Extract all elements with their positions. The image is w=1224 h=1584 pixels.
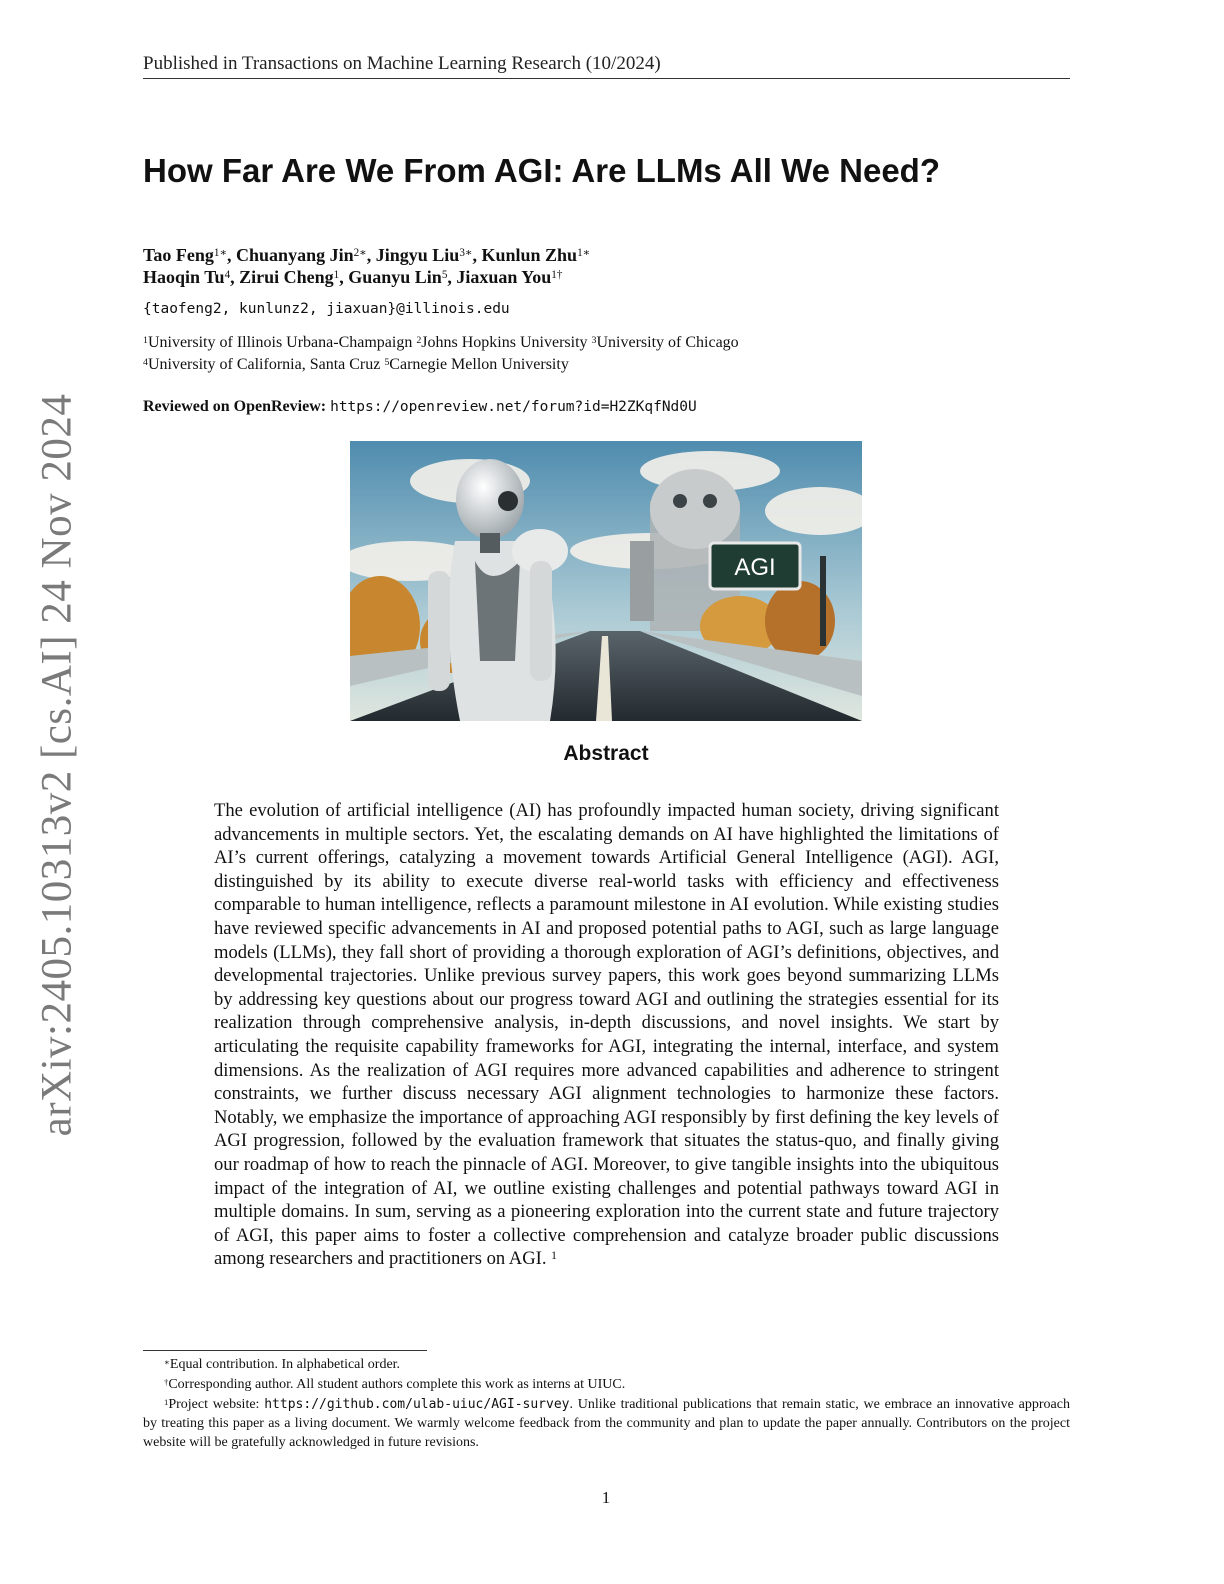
author-name: Haoqin Tu [143,267,225,287]
footnote-project-website [143,1395,1070,1452]
authors-line-1: Tao Feng$^{1∗}$, Chuanyang Jin$^{2∗}$, Jingyu Liu$^{3∗}$, Kunlun Zhu$^{1∗}$ [143,245,591,265]
author-name: Jiaxuan You [456,267,552,287]
author-name: Kunlun Zhu [481,245,578,265]
author-marker: 1† [551,269,563,281]
page-number: 1 [601,1488,611,1507]
author-name: Jingyu Liu [375,245,460,265]
footnote-text: . Unlike traditional publications that remain static, we embrace an innovative approach by treating this paper as a living document. We warmly welcome feedback from the community and plan to update the paper annually. Contributors on the project website will be gratefully acknowledged in future revisions. [143,1397,1070,1450]
affiliation-marker: 4 [143,357,148,368]
footnote-lead: Project website: [168,1397,265,1412]
footnote-equal-contribution [164,1355,400,1374]
footnote-rule [143,1350,427,1351]
agi-sign-text: AGI [734,554,776,581]
arxiv-stamp: arXiv:2405.10313v2 [cs.AI] 24 Nov 2024 [33,393,81,1137]
running-header: Published in Transactions on Machine Learning Research (10/2024) [143,52,1070,79]
affiliation-name: University of Chicago [596,334,739,351]
abstract-text: The evolution of artificial intelligence (AI) has profoundly impacted human society, driving significant advancements in multiple sectors. Yet, the escalating demands on AI have highlighted the limitations of AI’s current offerings, catalyzing a movement towards Artificial General Intelligence (AGI). AGI, distinguished by its ability to execute diverse real-world tasks with efficiency and effectiveness comparable to human intelligence, reflects a paramount milestone in AI evolution. While existing studies have reviewed specific advancements in AI and proposed potential paths to AGI, such as large language models (LLMs), they fall short of providing a thorough exploration of AGI’s definitions, objectives, and developmental trajectories. Unlike previous survey papers, this work goes beyond summarizing LLMs by addressing key questions about our progress toward AGI and outlining the strategies essential for its realization through comprehensive analysis, in-depth discussions, and novel insights. We start by articulating the requisite capability frameworks for AGI, integrating the internal, interface, and system dimensions. As the realization of AGI requires more advanced capabilities and adherence to stringent constraints, we further discuss necessary AGI alignment technologies to harmonize these factors. Notably, we emphasize the importance of approaching AGI responsibly by first defining the key levels of AGI progression, followed by the evaluation framework that situates the status-quo, and finally giving our roadmap of how to reach the pinnacle of AGI. Moreover, to give tangible insights into the ubiquitous impact of the integration of AI, we outline existing challenges and potential pathways toward AGI in multiple domains. In sum, serving as a pioneering exploration into the current state and future trajectory of AGI, this paper aims to foster a collective comprehension and catalyze broader public discussions among researchers and practitioners on AGI. [214,800,999,1270]
author-marker: 1 [333,269,340,281]
affiliation-marker: 3 [591,335,597,346]
affiliation-name: University of California, Santa Cruz [147,356,381,373]
author-name: Zirui Cheng [239,267,334,287]
affiliation-marker: 1 [143,335,148,346]
robot-highway-illustration [350,441,862,721]
affiliations-line-1 [143,333,739,353]
openreview-label: Reviewed on OpenReview: [143,398,327,415]
footnote-text: Equal contribution. In alphabetical order. [169,1357,401,1372]
affiliation-marker: 5 [384,357,390,368]
author-name: Chuanyang Jin [236,245,354,265]
authors-line-2: Haoqin Tu$^4$, Zirui Cheng$^1$, Guanyu Lin$^5$, Jiaxuan You$^{1\dagger}$ [143,267,563,287]
affiliation-name: Johns Hopkins University [421,334,588,351]
author-marker: 1∗ [577,247,591,259]
author-marker: 3∗ [459,247,473,259]
affiliations-line-2 [143,355,569,375]
footnote-marker: ∗ [164,1357,170,1367]
abstract-footnote-ref[interactable]: 1 [551,1250,557,1263]
footnote-text: Corresponding author. All student authors complete this work as interns at UIUC. [168,1377,626,1392]
affiliation-name: Carnegie Mellon University [389,356,569,373]
author-name: Guanyu Lin [348,267,442,287]
author-name: Tao Feng [143,245,214,265]
footnote-marker: † [164,1377,169,1387]
footnote-corresponding-author [164,1375,625,1394]
author-marker: 2∗ [353,247,367,259]
openreview-link[interactable]: https://openreview.net/forum?id=H2ZKqfNd0U [330,399,697,415]
author-marker: 1∗ [213,247,228,259]
affiliation-marker: 2 [416,335,422,346]
footnote-marker: 1 [164,1397,169,1407]
hero-figure [350,441,862,721]
abstract-body [214,799,999,1271]
paper-title: How Far Are We From AGI: Are LLMs All We Need? [143,152,940,189]
openreview-line [143,398,697,416]
project-website-link[interactable]: https://github.com/ulab-uiuc/AGI-survey [264,1397,570,1412]
abstract-heading: Abstract [563,742,649,765]
affiliation-name: University of Illinois Urbana-Champaign [147,334,413,351]
author-emails[interactable]: {taofeng2, kunlunz2, jiaxuan}@illinois.edu [143,301,510,317]
author-marker: 4 [224,269,231,281]
author-marker: 5 [441,269,448,281]
